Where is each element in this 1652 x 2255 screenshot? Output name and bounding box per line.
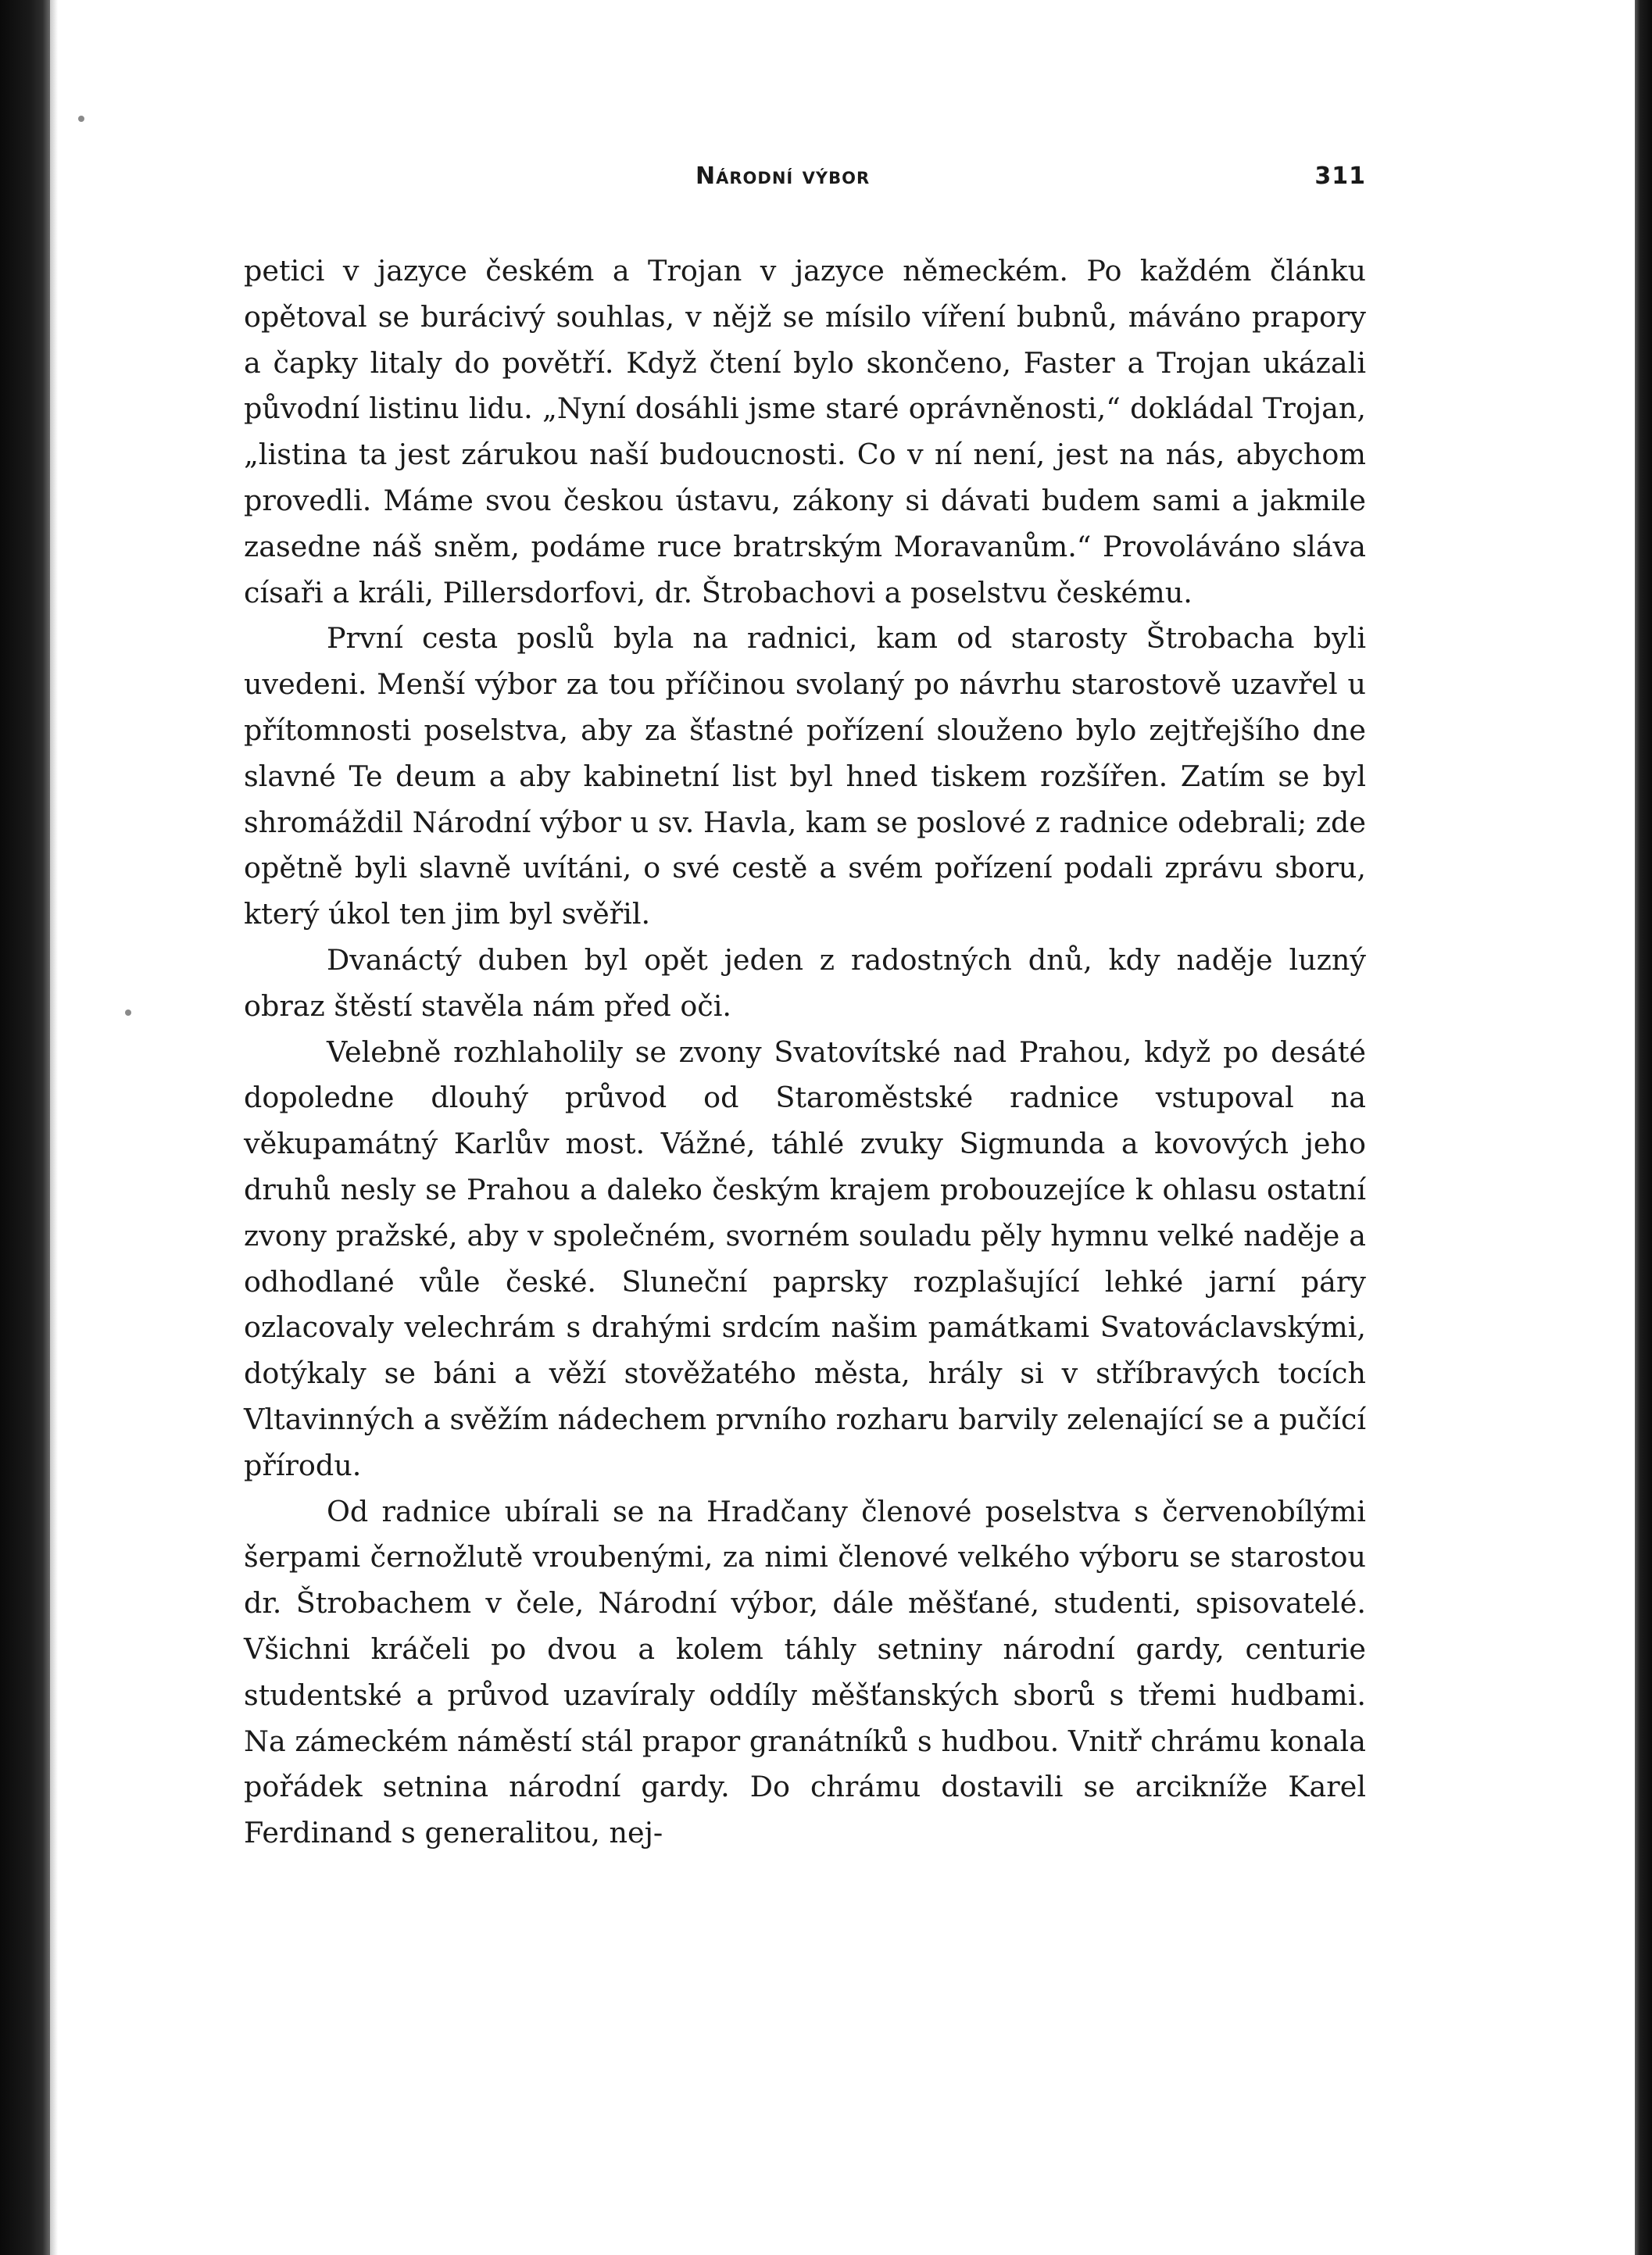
scan-shadow-left [50, 0, 58, 2255]
running-title: Národní výbor [695, 163, 871, 190]
body-text [244, 248, 1366, 1857]
page-number: 311 [1314, 163, 1366, 190]
book-page [244, 156, 1366, 1857]
running-head [244, 156, 1366, 203]
scan-border-right [1635, 0, 1652, 2255]
scan-speck [78, 116, 84, 122]
paragraph: První cesta poslů byla na radnici, kam od starosty Štrobacha byli uvedeni. Menší výbor za tou příčinou svolaný po návrhu starostově uzavřel u přítomnosti poselstva, aby za šťastné pořízení slouženo bylo zejtřejšího dne slavné Te deum a aby kabinetní list byl hned tiskem rozšířen. Zatím se byl shromáždil Národní výbor u sv. Havla, kam se poslové z radnice odebrali; zde opětně byli slavně uvítáni, o své cestě a svém pořízení podali zprávu sboru, který úkol ten jim byl svěřil. [244, 621, 1366, 931]
scan-border-left [0, 0, 50, 2255]
paragraph: Dvanáctý duben byl opět jeden z radostných dnů, kdy naděje luzný obraz štěstí stavěla nám před oči. [244, 942, 1366, 1023]
paragraph: Velebně rozhlaholily se zvony Svatovítské nad Prahou, když po desáté dopoledne dlouhý průvod od Staroměstské radnice vstupoval na věkupamátný Karlův most. Vážné, táhlé zvuky Sigmunda a kovových jeho druhů nesly se Prahou a daleko českým krajem probouzejíce k ohlasu ostatní zvony pražské, aby v společném, svorném souladu pěly hymnu velké naděje a odhodlané vůle české. Sluneční paprsky rozplašující lehké jarní páry ozlacovaly velechrám s drahými srdcím našim památkami Svatováclavskými, dotýkaly se báni a věží stověžatého města, hrály si v stříbravých tocích Vltavinných a svěžím nádechem prvního rozharu barvily zelenající se a pučící přírodu. [244, 1035, 1366, 1482]
paragraph: petici v jazyce českém a Trojan v jazyce německém. Po každém článku opětoval se burácivý souhlas, v nějž se mísilo víření bubnů, máváno prapory a čapky litaly do povětří. Když čtení bylo skončeno, Faster a Trojan ukázali původní listinu lidu. „Nyní dosáhli jsme staré oprávněnosti,“ dokládal Trojan, „listina ta jest zárukou naší budoucnosti. Co v ní není, jest na nás, abychom provedli. Máme svou českou ústavu, zákony si dávati budem sami a jakmile zasedne náš sněm, podáme ruce bratrským Moravanům.“ Provoláváno sláva císaři a králi, Pillersdorfovi, dr. Štrobachovi a poselstvu českému. [244, 254, 1366, 609]
scan-speck [125, 1010, 131, 1016]
paragraph: Od radnice ubírali se na Hradčany členové poselstva s červenobílými šerpami černožlutě vroubenými, za nimi členové velkého výboru se starostou dr. Štrobachem v čele, Národní výbor, dále měšťané, studenti, spisovatelé. Všichni kráčeli po dvou a kolem táhly setniny národní gardy, centurie studentské a průvod uzavíraly oddíly měšťanských sborů s třemi hudbami. Na zámeckém náměstí stál prapor granátníků s hudbou. Vnitř chrámu konala pořádek setnina národní gardy. Do chrámu dostavili se arcikníže Karel Ferdinand s generalitou, nej- [244, 1494, 1366, 1850]
